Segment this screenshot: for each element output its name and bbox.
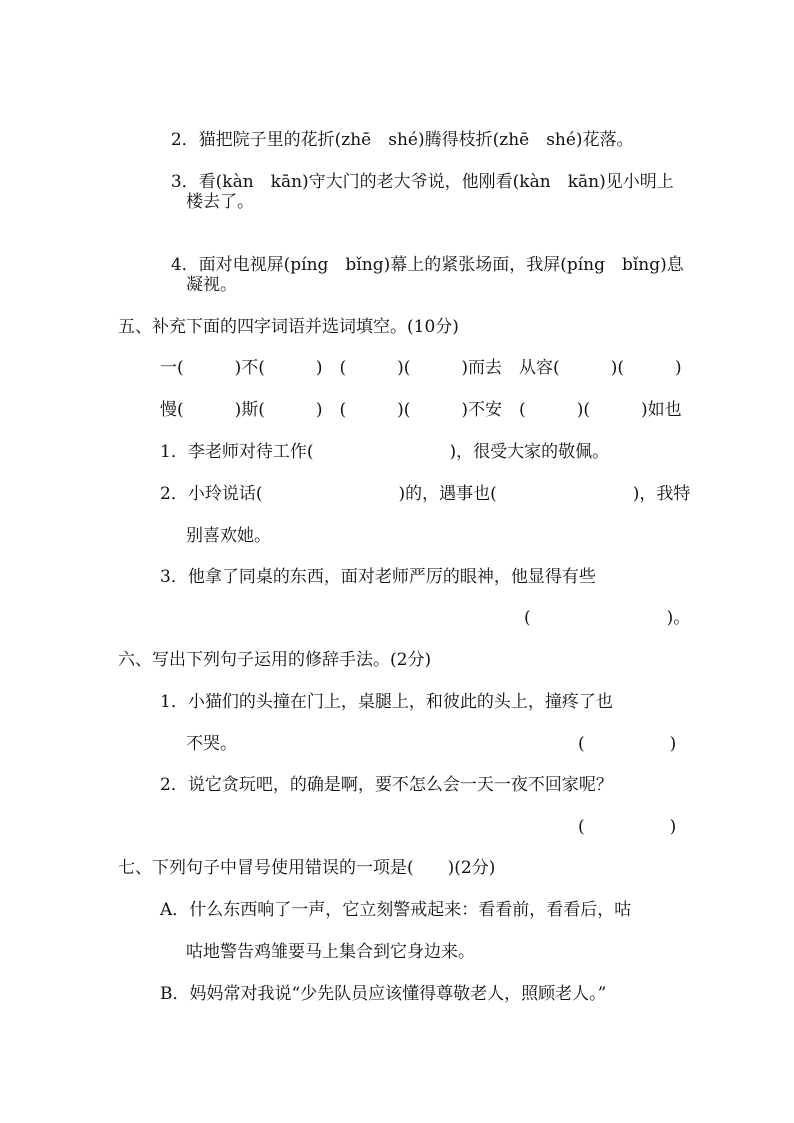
section6-question-1-blank: ( ): [578, 734, 677, 754]
item-number: 4．: [170, 255, 199, 275]
section6-title: 六、写出下列句子运用的修辞手法。(2分): [118, 650, 432, 670]
item-2: [160, 107, 634, 151]
section7-title: 七、下列句子中冒号使用错误的一项是( )(2分): [118, 858, 496, 878]
item-number: 3．: [170, 172, 199, 192]
idiom-row-1: 一( )不( ) ( )( )而去 从容( )( ): [160, 358, 682, 378]
section6-question-1: 1．小猫们的头撞在门上，桌腿上，和彼此的头上，撞疼了也: [160, 692, 613, 712]
section5-question-2-continuation: 别喜欢她。: [186, 526, 271, 546]
section6-question-1-continuation: 不哭。: [186, 734, 237, 754]
item-text: 猫把院子里的花折(zhē shé)腾得枝折(zhē shé)花落。: [198, 130, 634, 150]
section5-question-3-blank: ( )。: [524, 608, 691, 628]
item-3-continuation: 楼去了。: [186, 192, 254, 212]
item-text: 面对电视屏(píng bǐng)幕上的紧张场面，我屏(píng bǐng)息: [198, 255, 684, 275]
section5-title: 五、补充下面的四字词语并选词填空。(10分): [118, 317, 459, 337]
item-text: 看(kàn kān)守大门的老大爷说，他刚看(kàn kān)见小明上: [198, 172, 674, 192]
item-4: [160, 232, 684, 276]
option-a: A．什么东西响了一声，它立刻警戒起来：看看前，看看后，咕: [160, 900, 632, 920]
option-a-continuation: 咕地警告鸡雏要马上集合到它身边来。: [186, 942, 475, 962]
section5-question-1: 1．李老师对待工作( )，很受大家的敬佩。: [160, 442, 610, 462]
section6-question-2: 2．说它贪玩吧，的确是啊，要不怎么会一天一夜不回家呢？: [160, 775, 613, 795]
item-number: 2．: [170, 130, 199, 150]
section6-question-2-blank: ( ): [578, 817, 677, 837]
section5-question-2: 2．小玲说话( )的，遇事也( )，我特: [160, 484, 691, 504]
option-b: B．妈妈常对我说“少先队员应该懂得尊敬老人，照顾老人。”: [160, 984, 607, 1004]
item-4-continuation: 凝视。: [186, 275, 237, 295]
idiom-row-2: 慢( )斯( ) ( )( )不安 ( )( )如也: [160, 400, 682, 420]
item-3: [160, 149, 674, 193]
section5-question-3: 3．他拿了同桌的东西，面对老师严厉的眼神，他显得有些: [160, 567, 596, 587]
